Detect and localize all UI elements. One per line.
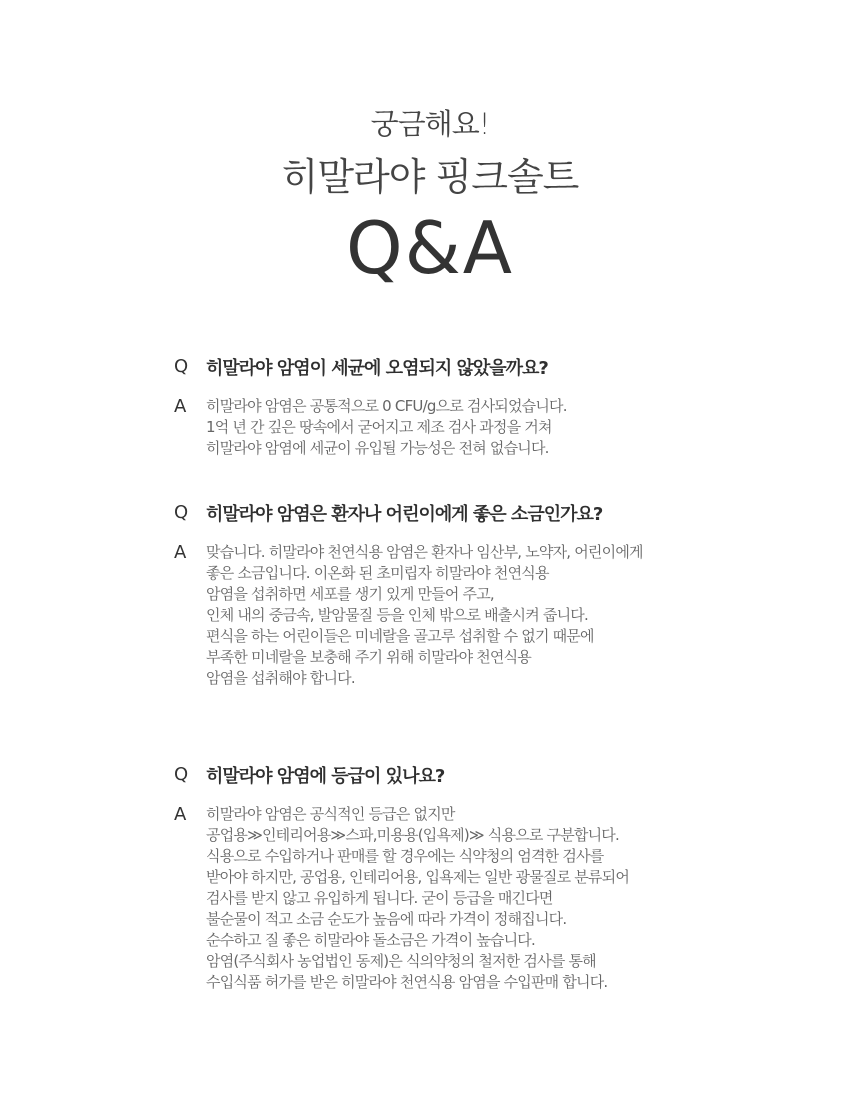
qa-item-1 xyxy=(174,356,734,459)
answer-label: A xyxy=(174,804,187,825)
question-row xyxy=(174,356,734,382)
answer-text: 히말라야 암염은 공식적인 등급은 없지만 공업용≫인테리어용≫스파,미용용(입욕제)≫ 식용으로 구분합니다. 식용으로 수입하거나 판매를 할 경우에는 식약청의 엄격한 검사를 받아야 하지만, 공업용, 인테리어용, 입욕제는 일반 광물질로 분류되어 검사를 받지 않고 유입하게 됩니다. 굳이 등급을 매긴다면 불순물이 적고 소금 순도가 높음에 따라 가격이 정해집니다. 순수하고 질 좋은 히말라야 돌소금은 가격이 높습니다. 암염(주식회사 농업법인 동제)은 식의약청의 철저한 검사를 통해 수입식품 허가를 받은 히말라야 천연식용 암염을 수입판매 합니다. xyxy=(206,805,630,991)
answer-label: A xyxy=(174,396,187,417)
question-text: 히말라야 암염이 세균에 오염되지 않았을까요? xyxy=(206,358,548,379)
question-row xyxy=(174,502,734,528)
qa-item-2 xyxy=(174,502,734,689)
qa-item-3 xyxy=(174,764,734,993)
answer-text: 히말라야 암염은 공통적으로 0 CFU/g으로 검사되었습니다. 1억 년 간 깊은 땅속에서 굳어지고 제조 검사 과정을 거쳐 히말라야 암염에 세균이 유입될 가능성은 전혀 없습니다. xyxy=(206,397,567,457)
answer-row xyxy=(174,804,734,993)
qa-title: Q&A xyxy=(345,206,515,290)
answer-row xyxy=(174,396,734,459)
subtitle: 궁금해요! xyxy=(370,107,490,141)
question-label: Q xyxy=(174,356,189,377)
question-label: Q xyxy=(174,502,189,523)
question-text: 히말라야 암염은 환자나 어린이에게 좋은 소금인가요? xyxy=(206,504,603,525)
answer-text: 맞습니다. 히말라야 천연식용 암염은 환자나 임산부, 노약자, 어린이에게 좋은 소금입니다. 이온화 된 초미립자 히말라야 천연식용 암염을 섭취하면 세포를 생기 있게 만들어 주고, 인체 내의 중금속, 발암물질 등을 인체 밖으로 배출시켜 줍니다. 편식을 하는 어린이들은 미네랄을 골고루 섭취할 수 없기 때문에 부족한 미네랄을 보충해 주기 위해 히말라야 천연식용 암염을 섭취해야 합니다. xyxy=(206,543,643,687)
answer-row xyxy=(174,542,734,689)
answer-label: A xyxy=(174,542,187,563)
question-row xyxy=(174,764,734,790)
question-text: 히말라야 암염에 등급이 있나요? xyxy=(206,766,445,787)
product-title: 히말라야 핑크솔트 xyxy=(281,155,579,199)
question-label: Q xyxy=(174,764,189,785)
